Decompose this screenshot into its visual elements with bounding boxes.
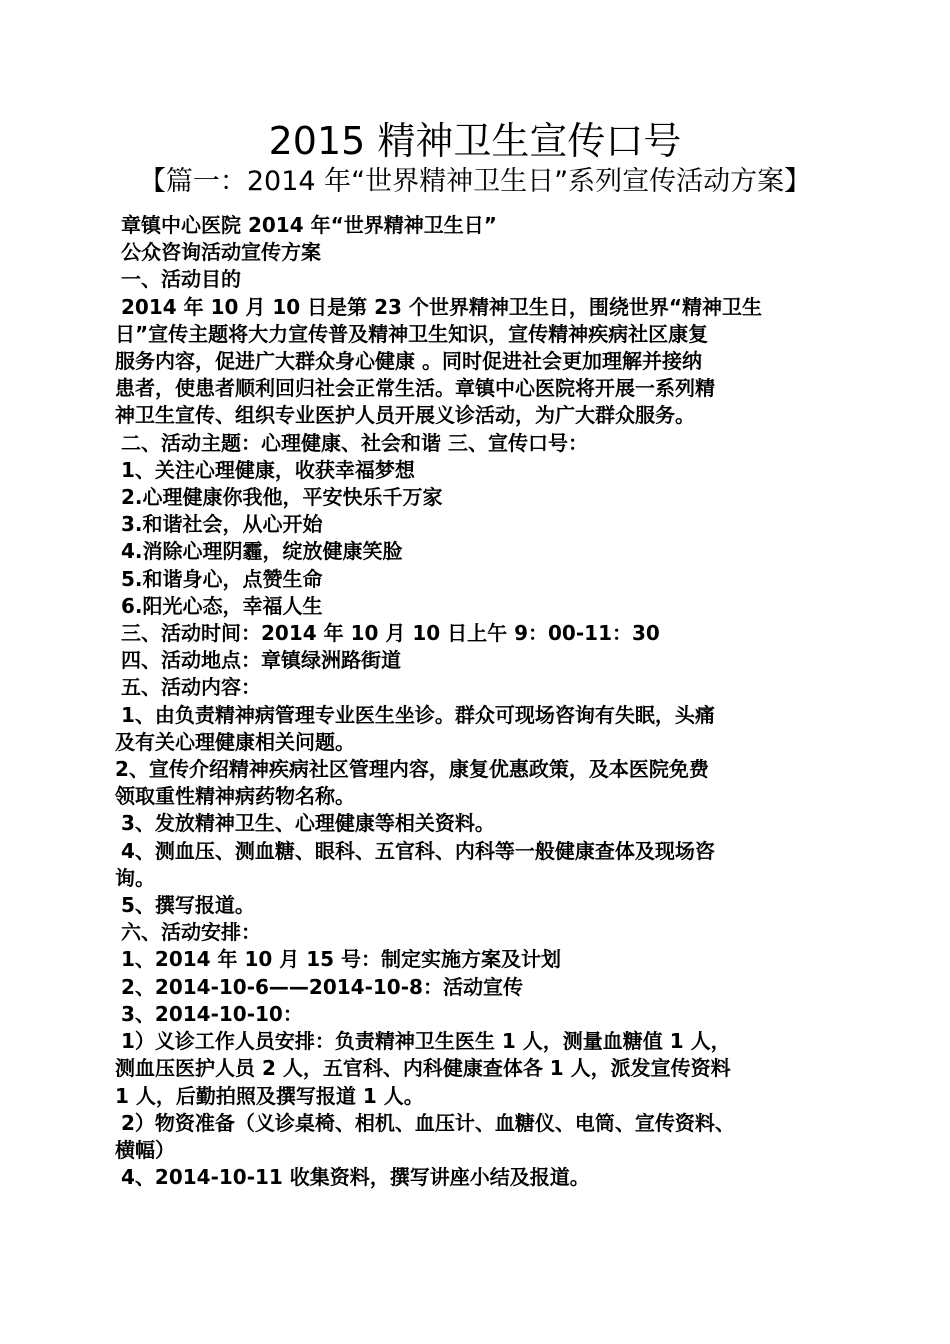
text-line: 1、由负责精神病管理专业医生坐诊。群众可现场咨询有失眠，头痛	[121, 702, 715, 727]
text-line: 4、测血压、测血糖、眼科、五官科、内科等一般健康查体及现场咨	[121, 838, 715, 863]
text-line: 1 人，后勤拍照及撰写报道 1 人。	[115, 1083, 424, 1108]
page-subtitle: 【篇一：2014 年“世界精神卫生日”系列宣传活动方案】	[138, 166, 812, 197]
text-line: 五、活动内容：	[121, 675, 261, 700]
text-line: 横幅）	[115, 1137, 175, 1162]
text-line: 领取重性精神病药物名称。	[115, 784, 355, 809]
text-line: 服务内容，促进广大群众身心健康 。同时促进社会更加理解并接纳	[115, 349, 702, 374]
text-line: 4、2014-10-11 收集资料，撰写讲座小结及报道。	[121, 1165, 590, 1190]
text-line: 5、撰写报道。	[121, 893, 255, 918]
text-line: 六、活动安排：	[121, 920, 261, 945]
page-title: 2015 精神卫生宣传口号	[268, 119, 682, 163]
text-line: 1）义诊工作人员安排：负责精神卫生医生 1 人，测量血糖值 1 人，	[121, 1029, 731, 1054]
text-line: 询。	[115, 865, 155, 890]
text-line: 日”宣传主题将大力宣传普及精神卫生知识，宣传精神疾病社区康复	[115, 321, 709, 346]
text-line: 4.消除心理阴霾，绽放健康笑脸	[121, 539, 403, 564]
text-line: 2、宣传介绍精神疾病社区管理内容，康复优惠政策，及本医院免费	[115, 757, 709, 782]
text-line: 章镇中心医院 2014 年“世界精神卫生日”	[121, 213, 497, 237]
text-line: 3.和谐社会，从心开始	[121, 512, 323, 537]
text-line: 患者，使患者顺利回归社会正常生活。章镇中心医院将开展一系列精	[115, 376, 715, 401]
text-line: 公众咨询活动宣传方案	[121, 240, 321, 265]
text-line: 及有关心理健康相关问题。	[115, 729, 355, 754]
text-line: 测血压医护人员 2 人，五官科、内科健康查体各 1 人，派发宣传资料	[115, 1056, 731, 1081]
text-line: 一、活动目的	[121, 267, 241, 292]
text-line: 3、2014-10-10：	[121, 1001, 303, 1026]
text-line: 5.和谐身心，点赞生命	[121, 566, 323, 591]
text-line: 2014 年 10 月 10 日是第 23 个世界精神卫生日，围绕世界“精神卫生	[121, 294, 763, 319]
text-line: 四、活动地点：章镇绿洲路街道	[121, 648, 401, 673]
text-line: 三、活动时间：2014 年 10 月 10 日上午 9：00-11：30	[121, 621, 660, 646]
text-line: 1、2014 年 10 月 15 号：制定实施方案及计划	[121, 947, 562, 972]
text-line: 神卫生宣传、组织专业医护人员开展义诊活动，为广大群众服务。	[115, 403, 695, 428]
text-line: 2、2014-10-6——2014-10-8：活动宣传	[121, 974, 523, 999]
text-line: 3、发放精神卫生、心理健康等相关资料。	[121, 811, 495, 836]
text-line: 1、关注心理健康，收获幸福梦想	[121, 457, 415, 482]
text-line: 2.心理健康你我他，平安快乐千万家	[121, 485, 443, 510]
text-line: 2）物资准备（义诊桌椅、相机、血压计、血糖仪、电筒、宣传资料、	[121, 1110, 735, 1135]
text-line: 二、活动主题：心理健康、社会和谐 三、宣传口号：	[121, 430, 588, 455]
text-line: 6.阳光心态，幸福人生	[121, 593, 323, 618]
document-body	[115, 212, 845, 1191]
